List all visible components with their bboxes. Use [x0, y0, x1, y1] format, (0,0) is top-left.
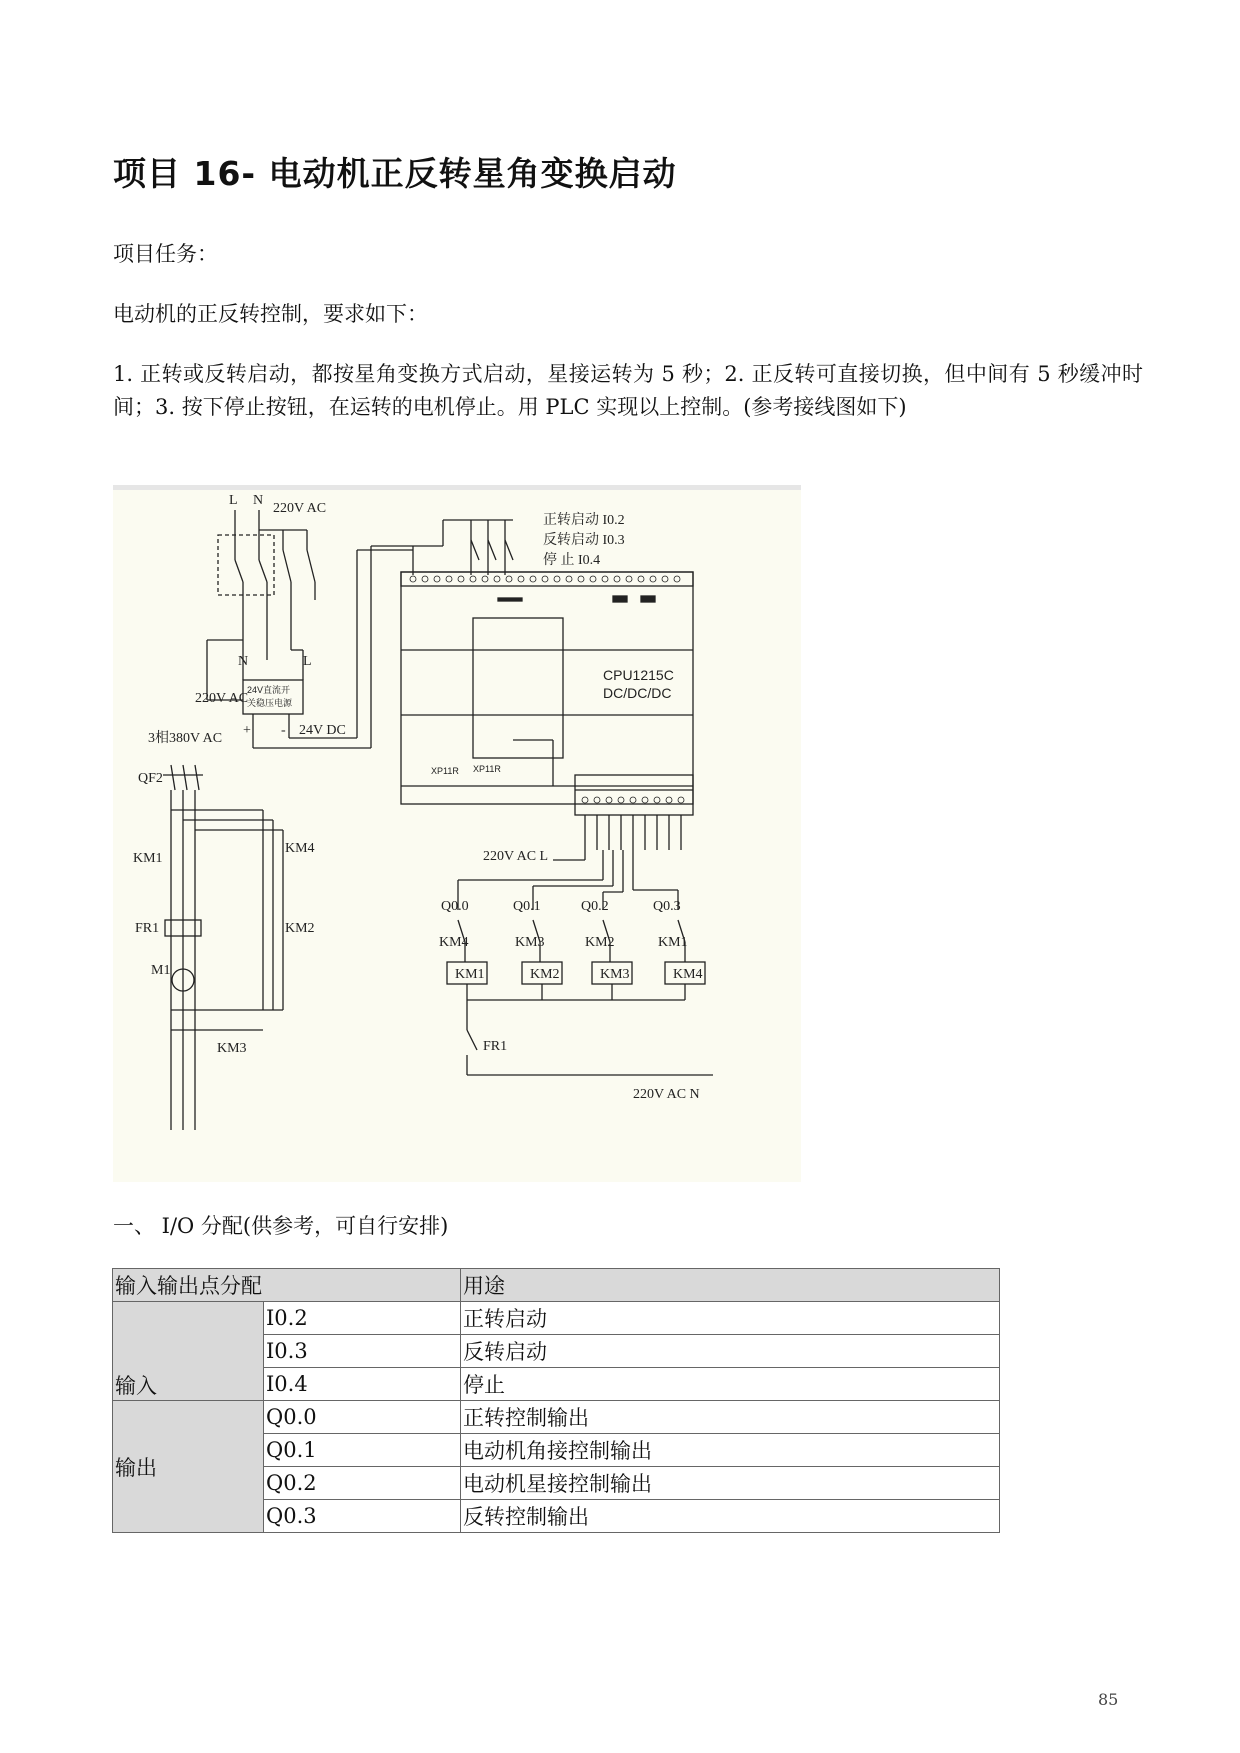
io-point: I0.2 — [264, 1302, 461, 1335]
label-fr1-main: FR1 — [135, 921, 160, 936]
io-point: Q0.0 — [264, 1401, 461, 1434]
xp-label-2: XP11R — [473, 764, 501, 774]
io-table — [112, 1268, 1000, 1533]
io-use: 停止 — [461, 1368, 1000, 1401]
io-use: 反转控制输出 — [461, 1500, 1000, 1533]
psu-label-2: 关稳压电源 — [247, 698, 293, 708]
label-220v-n: 220V AC N — [633, 1087, 700, 1102]
contact-km1: KM1 — [658, 935, 688, 950]
label-n: N — [253, 493, 264, 508]
requirements-text: 1. 正转或反转启动，都按星角变换方式启动，星接运转为 5 秒；2. 正反转可直接切换，但中间有 5 秒缓冲时间；3. 按下停止按钮，在运转的电机停止。用 PLC 实现以上控制。(参考接线图如下) — [113, 362, 1143, 419]
wiring-diagram — [113, 485, 801, 1182]
label-380v: 3相380V AC — [148, 731, 223, 746]
header-io-assignment: 输入输出点分配 — [113, 1269, 461, 1302]
section-heading: 一、 I/O 分配(供参考，可自行安排) — [113, 1214, 449, 1238]
label-q03: Q0.3 — [653, 899, 681, 914]
label-q00: Q0.0 — [441, 899, 469, 914]
label-n-psu: N — [238, 654, 249, 669]
table-row — [113, 1302, 1000, 1335]
label-24vdc: 24V DC — [299, 723, 346, 738]
group-output: 输出 — [113, 1401, 264, 1533]
label-km3-main: KM3 — [217, 1041, 247, 1056]
label-m1: M1 — [151, 963, 171, 978]
header-usage: 用途 — [461, 1269, 1000, 1302]
label-l-psu: L — [303, 654, 312, 669]
io-point: Q0.2 — [264, 1467, 461, 1500]
label-km2-main: KM2 — [285, 921, 315, 936]
label-km4-main: KM4 — [285, 841, 315, 856]
coil-km1: KM1 — [455, 967, 485, 982]
coil-km4: KM4 — [673, 967, 703, 982]
label-220v-psu: 220V AC — [195, 691, 249, 706]
table-row — [113, 1401, 1000, 1434]
label-220v-top: 220V AC — [273, 501, 327, 516]
io-point: Q0.1 — [264, 1434, 461, 1467]
io-point: I0.4 — [264, 1368, 461, 1401]
coil-km3: KM3 — [600, 967, 630, 982]
io-use: 正转启动 — [461, 1302, 1000, 1335]
label-km1-main: KM1 — [133, 851, 163, 866]
page-number: 85 — [1098, 1690, 1119, 1709]
io-use: 反转启动 — [461, 1335, 1000, 1368]
io-use: 电动机星接控制输出 — [461, 1467, 1000, 1500]
label-fr1-control: FR1 — [483, 1039, 508, 1054]
label-220v-l: 220V AC L — [483, 849, 549, 864]
label-l: L — [229, 493, 238, 508]
contact-km2: KM2 — [585, 935, 615, 950]
psu-label-1: 24V直流开 — [247, 685, 291, 695]
intro-text: 电动机的正反转控制，要求如下： — [113, 302, 428, 326]
label-input-rev: 反转启动 I0.3 — [543, 533, 625, 548]
page-title: 项目 16- 电动机正反转星角变换启动 — [113, 154, 677, 193]
cpu-type: DC/DC/DC — [603, 685, 672, 701]
label-q01: Q0.1 — [513, 899, 541, 914]
io-point: Q0.3 — [264, 1500, 461, 1533]
group-input: 输入 — [113, 1302, 264, 1401]
io-use: 电动机角接控制输出 — [461, 1434, 1000, 1467]
label-qf2: QF2 — [138, 771, 163, 786]
cpu-model: CPU1215C — [603, 667, 674, 683]
contact-km3: KM3 — [515, 935, 545, 950]
table-header-row — [113, 1269, 1000, 1302]
label-input-fwd: 正转启动 I0.2 — [543, 513, 625, 528]
io-point: I0.3 — [264, 1335, 461, 1368]
label-q02: Q0.2 — [581, 899, 609, 914]
coil-km2: KM2 — [530, 967, 560, 982]
label-input-stop: 停 止 I0.4 — [543, 553, 601, 568]
contact-km4: KM4 — [439, 935, 469, 950]
xp-label-1: XP11R — [431, 766, 459, 776]
io-use: 正转控制输出 — [461, 1401, 1000, 1434]
minus-sign: - — [281, 723, 286, 738]
task-label: 项目任务： — [113, 242, 218, 266]
plus-sign: + — [243, 723, 251, 738]
